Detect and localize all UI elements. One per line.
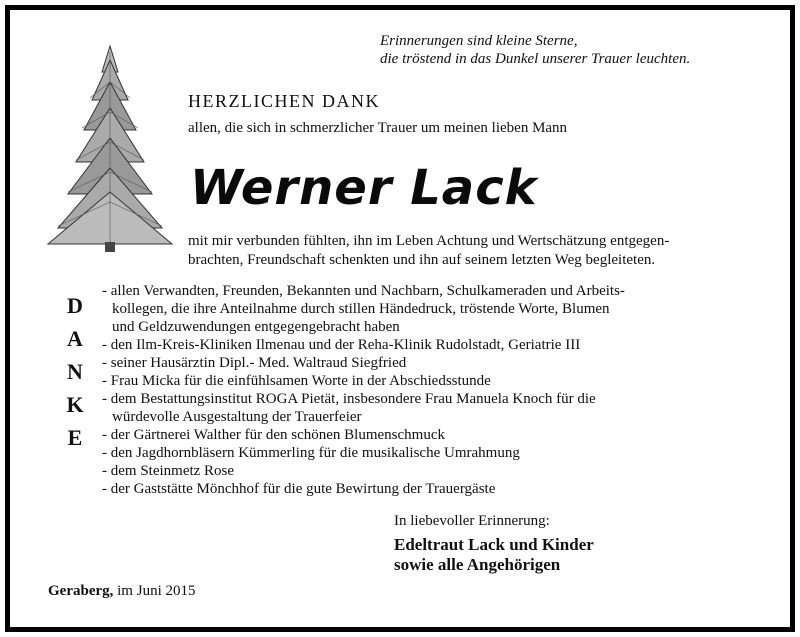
list-item-line: und Geldzuwendungen entgegengebracht haben [112, 319, 400, 335]
list-item-line: - dem Bestattungsinstitut ROGA Pietät, insbesondere Frau Manuela Knoch für die [102, 391, 596, 407]
list-item-line: - Frau Micka für die einfühlsamen Worte in der Abschiedsstunde [102, 373, 491, 389]
motto-line-2: die tröstend in das Dunkel unserer Trauer leuchten. [380, 51, 691, 67]
thanks-list [102, 282, 742, 498]
heading-herzlichen-dank: HERZLICHEN DANK [188, 91, 380, 111]
list-item-line: - der Gärtnerei Walther für den schönen Blumenschmuck [102, 427, 445, 443]
list-item [102, 480, 742, 498]
list-item [102, 336, 742, 354]
list-item-line: - dem Steinmetz Rose [102, 463, 235, 479]
list-item-line: - der Gaststätte Mönchhof für die gute Bewirtung der Trauergäste [102, 481, 496, 497]
list-item-line: - den Jagdhornbläsern Kümmerling für die musikalische Umrahmung [102, 445, 520, 461]
list-item [102, 354, 742, 372]
list-item-line: - allen Verwandten, Freunden, Bekannten und Nachbarn, Schulkameraden und Arbeits- [102, 283, 625, 299]
list-item [102, 372, 742, 390]
list-item [102, 426, 742, 444]
danke-letter: D [67, 293, 83, 318]
list-item-line: - seiner Hausärztin Dipl.- Med. Waltraud Siegfried [102, 355, 407, 371]
list-item [102, 390, 742, 426]
danke-letter: K [66, 392, 84, 417]
family-line-2: sowie alle Angehörigen [394, 555, 561, 574]
family-signature [394, 535, 594, 575]
deceased-name: Werner Lack [190, 160, 538, 216]
family-line-1: Edeltraut Lack und Kinder [394, 535, 594, 554]
list-item-line: kollegen, die ihre Anteilnahme durch stillen Händedruck, tröstende Worte, Blumen [112, 301, 610, 317]
danke-letter: A [67, 326, 83, 351]
intro-text: allen, die sich in schmerzlicher Trauer um meinen lieben Mann [188, 120, 568, 136]
memory-line: In liebevoller Erinnerung: [394, 513, 550, 529]
danke-letter: N [67, 359, 83, 384]
thanks-line-2: brachten, Freundschaft schenkten und ihn auf seinem letzten Weg begleiteten. [188, 252, 656, 268]
list-item [102, 462, 742, 480]
danke-vertical [60, 293, 90, 458]
list-item-line: würdevolle Ausgestaltung der Trauerfeier [112, 409, 362, 425]
place-name: Geraberg, [48, 583, 114, 599]
thanks-line-1: mit mir verbunden fühlten, ihn im Leben Achtung und Wertschätzung entgegen- [188, 233, 670, 249]
date-text: im Juni 2015 [117, 583, 196, 599]
list-item [102, 444, 742, 462]
list-item [102, 282, 742, 336]
danke-letter: E [67, 425, 83, 450]
thanks-paragraph [188, 232, 768, 270]
motto [380, 32, 760, 68]
fir-tree-illustration [40, 42, 180, 252]
motto-line-1: Erinnerungen sind kleine Sterne, [380, 33, 578, 49]
place-date [48, 583, 195, 600]
list-item-line: - den Ilm-Kreis-Kliniken Ilmenau und der Reha-Klinik Rudolstadt, Geriatrie III [102, 337, 581, 353]
